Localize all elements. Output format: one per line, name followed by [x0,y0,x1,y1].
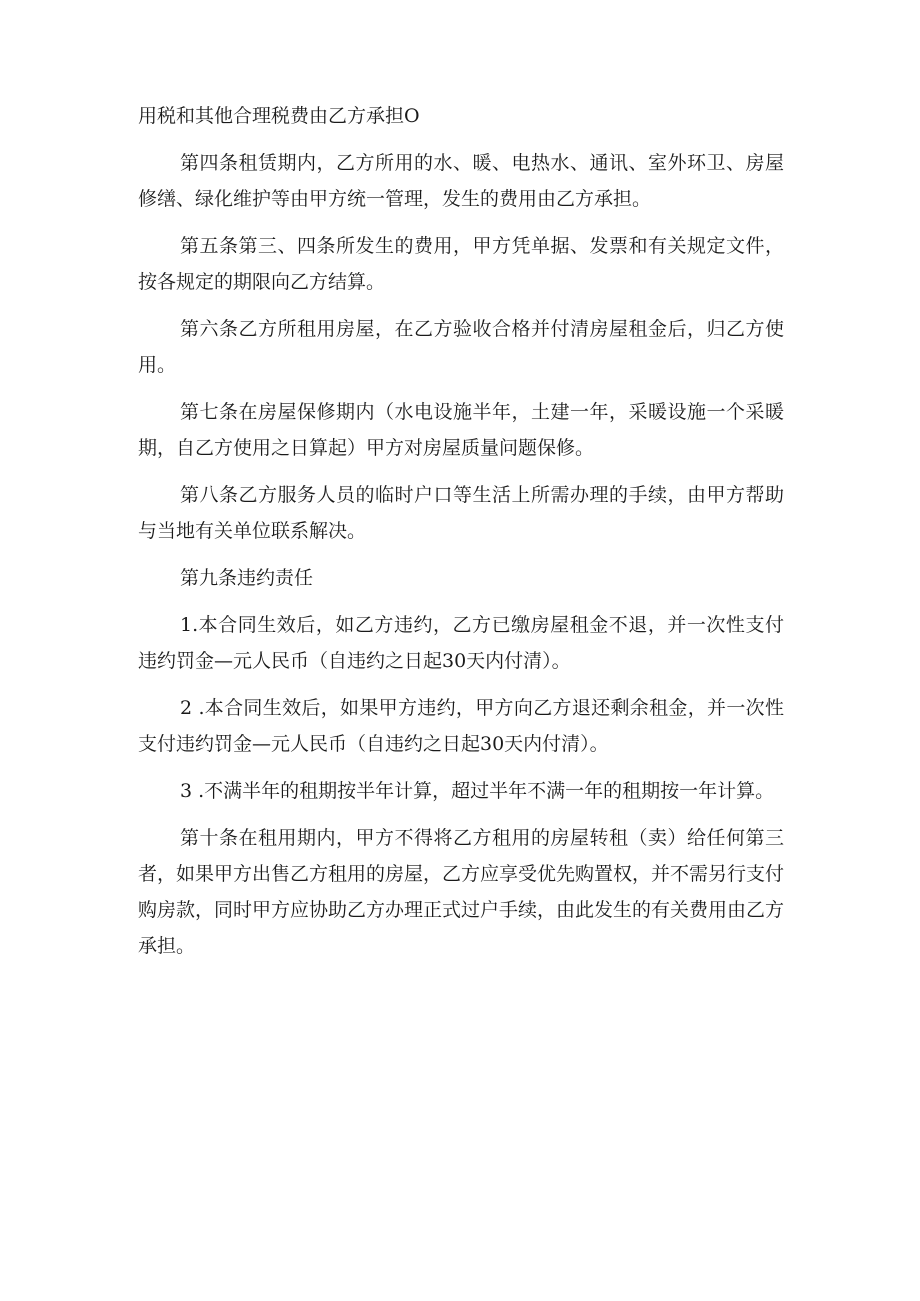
paragraph-article-9-heading: 第九条违约责任 [180,567,314,589]
paragraph-article-10: 第十条在租用期内，甲方不得将乙方租用的房屋转租（卖）给任何第三者，如果甲方出售乙方租用的房屋，乙方应享受优先购置权，并不需另行支付购房款，同时甲方应协助乙方办理正式过户手续，由此发生的有关费用由乙方承担。 [138,827,785,957]
paragraph-tax-continuation: 用税和其他合理税费由乙方承担O [138,105,420,127]
paragraph-article-6: 第六条乙方所租用房屋，在乙方验收合格并付清房屋租金后，归乙方使用。 [138,318,784,376]
paragraph-article-9-item-2: 2 .本合同生效后，如果甲方违约，甲方向乙方退还剩余租金，并一次性支付违约罚金—元人民币（自违约之日起30天内付清）。 [138,697,784,755]
paragraph-article-9-item-1: 1.本合同生效后，如乙方违约，乙方已缴房屋租金不退，并一次性支付违约罚金—元人民币（自违约之日起30天内付清）。 [138,614,784,672]
paragraph-article-9-item-3: 3 .不满半年的租期按半年计算，超过半年不满一年的租期按一年计算。 [180,780,775,802]
document-body [138,98,784,975]
paragraph-article-7: 第七条在房屋保修期内（水电设施半年，土建一年，采暖设施一个采暖期，自乙方使用之日算起）甲方对房屋质量问题保修。 [138,401,784,459]
paragraph-article-8: 第八条乙方服务人员的临时户口等生活上所需办理的手续，由甲方帮助与当地有关单位联系解决。 [138,484,784,542]
paragraph-article-4: 第四条租赁期内，乙方所用的水、暖、电热水、通讯、室外环卫、房屋修缮、绿化维护等由甲方统一管理，发生的费用由乙方承担。 [138,152,784,210]
paragraph-article-5: 第五条第三、四条所发生的费用，甲方凭单据、发票和有关规定文件，按各规定的期限向乙方结算。 [138,235,784,293]
